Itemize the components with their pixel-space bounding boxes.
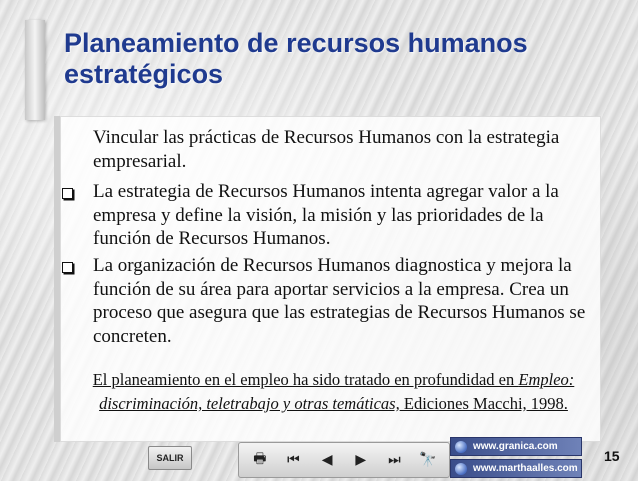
slide-content-panel (54, 116, 601, 442)
granica-link-label: www.granica.com (473, 441, 558, 452)
slide-title: Planeamiento de recursos humanos estratégicos (64, 28, 528, 89)
slide-navigation-bar (238, 442, 450, 478)
print-icon[interactable]: 🖶 (253, 451, 267, 467)
citation-book-title: Empleo: discriminación, teletrabajo y otras temáticas, (99, 370, 575, 413)
bullet-item: La estrategia de Recursos Humanos intenta agregar valor a la empresa y define la visión, la misión y las prioridades de la función de Recursos Humanos. (93, 181, 559, 249)
checkbox-bullet-icon (62, 262, 73, 273)
first-slide-icon[interactable]: ⏮ (287, 452, 300, 468)
next-slide-icon[interactable]: ▶ (355, 452, 367, 468)
decorative-bar (25, 20, 45, 120)
bullet-item: La organización de Recursos Humanos diagnostica y mejora la función de su área para aportar servicios a la empresa. Crea un proceso que asegura que las estrategias de Recursos Humanos se concreten. (93, 255, 586, 347)
marthaalles-link-label: www.marthaalles.com (473, 463, 578, 474)
granica-link[interactable] (450, 437, 582, 456)
intro-text: Vincular las prácticas de Recursos Humanos con la estrategia empresarial. (93, 127, 560, 172)
last-slide-icon[interactable]: ⏭ (388, 452, 401, 468)
citation-suffix: Ediciones Macchi, 1998. (399, 394, 568, 413)
marthaalles-link[interactable] (450, 459, 582, 478)
citation-prefix: El planeamiento en el empleo ha sido tratado en profundidad en (92, 370, 519, 389)
globe-icon (455, 441, 467, 453)
binoculars-icon[interactable]: 🔭 (419, 452, 437, 468)
checkbox-bullet-icon (62, 188, 73, 199)
exit-button[interactable]: SALIR (148, 446, 192, 470)
citation-link[interactable] (60, 368, 607, 416)
globe-icon (455, 463, 467, 475)
prev-slide-icon[interactable]: ◀ (321, 452, 333, 468)
page-number: 15 (604, 448, 620, 464)
